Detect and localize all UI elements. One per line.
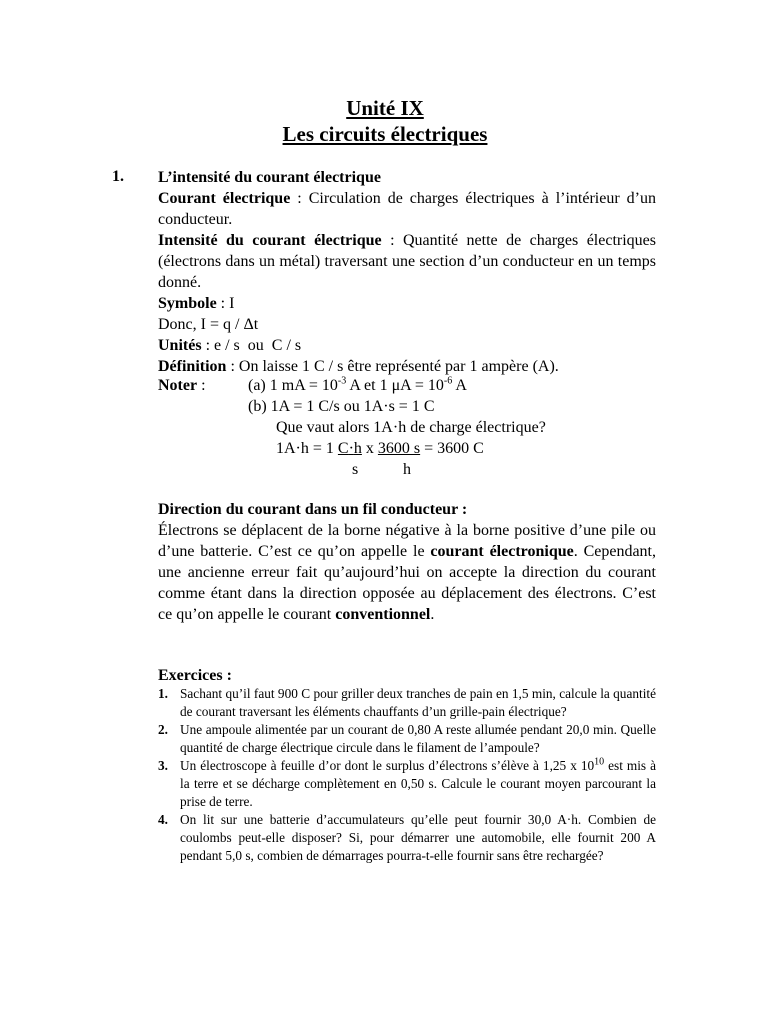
symbole-value: : I bbox=[216, 295, 235, 312]
direction-text-1: Électrons se déplacent de la borne négative à la borne positive d’une pile ou d’une batterie. C’est ce qu’on appelle le bbox=[158, 522, 656, 560]
direction-block bbox=[158, 499, 656, 625]
calc-fraction: 3600 s bbox=[377, 440, 421, 457]
exercise-exponent: 10 bbox=[594, 756, 605, 768]
section-number: 1. bbox=[112, 168, 124, 185]
noter-a-part3: A bbox=[452, 377, 467, 394]
symbole-term: Symbole bbox=[158, 295, 217, 312]
calc-dot: · bbox=[348, 440, 354, 457]
denom-h: h bbox=[403, 461, 411, 478]
noter-term: Noter bbox=[158, 377, 198, 394]
calc-result: = 3600 C bbox=[420, 440, 484, 457]
exercise-number: 2. bbox=[158, 722, 168, 737]
direction-text bbox=[158, 520, 656, 625]
denom-s: s bbox=[352, 461, 359, 478]
noter-label bbox=[158, 375, 206, 396]
calc-h: h bbox=[353, 440, 362, 457]
donc-line: Donc, I = q / Δt bbox=[158, 316, 259, 333]
symbole-line bbox=[158, 293, 656, 314]
exercise-text-cont: est mis à la terre et se décharge complètement en 0,50 s. Calcule le courant moyen parcourant la prise de terre. bbox=[180, 758, 657, 809]
chapter-title: Les circuits électriques bbox=[282, 122, 488, 146]
intensite-term: Intensité du courant électrique bbox=[158, 232, 382, 249]
courant-text: : Circulation de charges électriques à l’intérieur d’un conducteur. bbox=[158, 190, 656, 228]
exercise-text: Une ampoule alimentée par un courant de 0,80 A reste allumée pendant 20,0 min. Quelle quantité de charge électrique circule dans le filament de l’ampoule? bbox=[180, 722, 656, 755]
noter-a-part2: A et 1 μA = 10 bbox=[346, 377, 444, 394]
conventionnel: conventionnel bbox=[335, 606, 431, 623]
calc-c: C bbox=[337, 440, 349, 457]
definition-line bbox=[158, 356, 656, 377]
exercise-text: On lit sur une batterie d’accumulateurs qu’elle peut fournir 30,0 A·h. Combien de coulombs peut-elle disposer? Si, pour démarrer une automobile, elle fournit 200 A pendant 5,0 s, combien de démarrages pourra-t-elle fournir sans être rechargée? bbox=[180, 812, 656, 863]
calc-lhs: 1A·h = 1 bbox=[276, 440, 338, 457]
exercise-number: 4. bbox=[158, 812, 168, 827]
exercise-number: 3. bbox=[158, 758, 168, 773]
noter-colon: : bbox=[197, 377, 206, 394]
direction-text-2: . Cependant, une ancienne erreur fait qu’aujourd’hui on accepte la direction du courant comme étant dans la direction opposée au déplacement des électrons. C’est ce qu’on appelle le courant bbox=[158, 543, 656, 623]
exercise-list bbox=[158, 685, 656, 865]
unites-term: Unités bbox=[158, 337, 202, 354]
noter-b: (b) 1A = 1 C/s ou 1A·s = 1 C bbox=[248, 398, 435, 415]
courant-electronique: courant électronique bbox=[430, 543, 574, 560]
exercices-heading: Exercices : bbox=[158, 667, 232, 684]
section-heading: L’intensité du courant électrique bbox=[158, 169, 381, 186]
question-line: Que vaut alors 1A·h de charge électrique? bbox=[276, 419, 546, 436]
direction-text-3: . bbox=[430, 606, 435, 623]
courant-term: Courant électrique bbox=[158, 190, 291, 207]
noter-a bbox=[248, 375, 467, 396]
unit-title: Unité IX bbox=[346, 96, 424, 120]
unites-line bbox=[158, 335, 656, 356]
unites-value: : e / s ou C / s bbox=[201, 337, 302, 354]
exercise-text: Un électroscope à feuille d’or dont le surplus d’électrons s’élève à 1,25 x 10 bbox=[180, 758, 595, 773]
direction-heading: Direction du courant dans un fil conducteur : bbox=[158, 501, 468, 518]
calc-line bbox=[276, 438, 484, 459]
exercise-item bbox=[158, 811, 656, 865]
definition-value: : On laisse 1 C / s être représenté par 1 ampère (A). bbox=[226, 358, 559, 375]
exponent-2: -6 bbox=[443, 375, 453, 387]
exponent-1: -3 bbox=[337, 375, 347, 387]
definition-term: Définition bbox=[158, 358, 227, 375]
section-1-block bbox=[158, 167, 656, 377]
exercise-number: 1. bbox=[158, 686, 168, 701]
intensite-text: : Quantité nette de charges électriques (électrons dans un métal) traversant une section d’un conducteur en un temps donné. bbox=[158, 232, 657, 291]
exercise-item bbox=[158, 685, 656, 721]
exercise-item bbox=[158, 721, 656, 757]
calc-times: x bbox=[361, 440, 378, 457]
noter-a-part1: (a) 1 mA = 10 bbox=[248, 377, 338, 394]
intensite-definition bbox=[158, 230, 656, 293]
courant-definition bbox=[158, 188, 656, 230]
exercise-text: Sachant qu’il faut 900 C pour griller deux tranches de pain en 1,5 min, calcule la quantité de courant traversant les éléments chauffants d’un grille-pain électrique? bbox=[180, 686, 656, 719]
exercise-item bbox=[158, 757, 656, 811]
